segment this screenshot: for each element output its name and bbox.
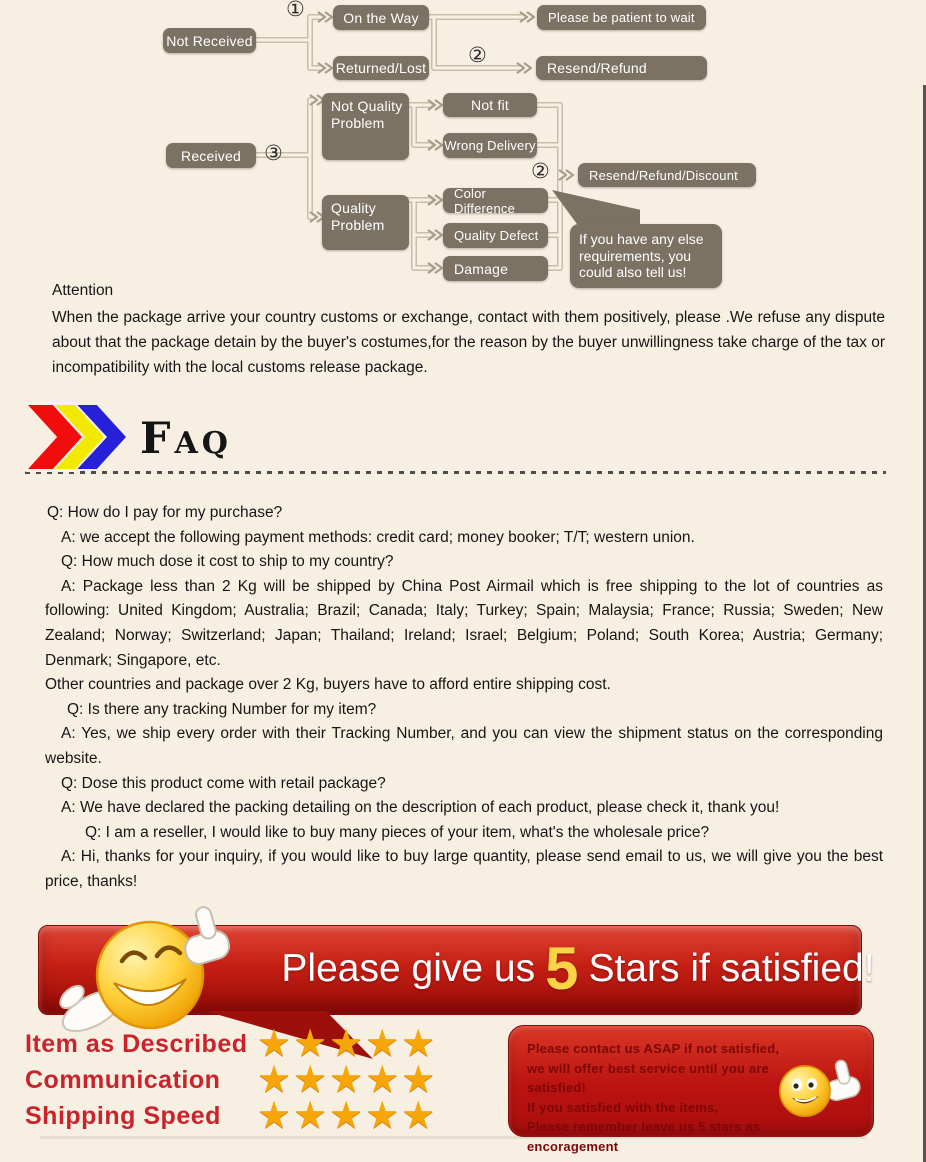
step-1-badge: ① [286, 0, 305, 21]
step-3-badge: ③ [264, 141, 283, 165]
five-star-rating-icons: ★★★★★ [257, 1095, 438, 1137]
faq-line: A: Package less than 2 Kg will be shipped by China Post Airmail which is free shipping to the lot of countries as following: United Kingdom; Australia; Brazil; Canada; Italy; Turkey; Spain; Malaysia; France; Russia; Sweden; New Zealand; Norway; Switzerland; Japan; Thailand; Ireland; Israel; Belgium; Poland; South Korea; Austria; Germany; Denmark; Singapore, etc. [45, 577, 883, 669]
rating-row-communication [25, 1059, 438, 1101]
five-star-rating-icons: ★★★★★ [257, 1023, 438, 1065]
faq-line: Other countries and package over 2 Kg, buyers have to afford entire shipping cost. [45, 676, 611, 694]
rating-label: Item as Described [25, 1029, 248, 1058]
contact-line: we will offer best service until you are satisfied! [527, 1060, 770, 1095]
rating-row-shipping-speed [25, 1095, 438, 1137]
faq-line: Q: Is there any tracking Number for my item? [67, 700, 377, 718]
five-star-rating-icons: ★★★★★ [257, 1059, 438, 1101]
faq-line: Q: How much dose it cost to ship to my country? [61, 553, 394, 571]
attention-text: When the package arrive your country customs or exchange, contact with them positively, please .We refuse any dispute about that the package detain by the buyer's costumes,for the reason by the buyer unwillingness take charge of the tax or incompatibility with the local customs release package. [52, 309, 885, 376]
faq-body [45, 501, 883, 895]
faq-heading: FAQ [140, 414, 232, 464]
faq-line: A: Yes, we ship every order with their Tracking Number, and you can view the shipment status on the corresponding website. [45, 725, 883, 767]
node-not-fit: Not fit [443, 93, 537, 117]
node-wrong-delivery: Wrong Delivery [443, 133, 537, 158]
node-please-wait: Please be patient to wait [537, 5, 706, 30]
banner-text [250, 925, 906, 1013]
banner-suffix: Stars if satisfied! [588, 947, 875, 990]
banner-number: 5 [545, 935, 579, 1002]
node-damage: Damage [443, 256, 548, 281]
contact-us-box [508, 1025, 874, 1154]
rating-label: Communication [25, 1065, 221, 1094]
faq-line: A: Hi, thanks for your inquiry, if you would like to buy large quantity, please send email to us, we will give you the best price, thanks! [45, 848, 883, 890]
rating-label: Shipping Speed [25, 1101, 221, 1130]
aftersale-flowchart [0, 0, 926, 292]
dashed-divider [25, 471, 886, 474]
speech-bubble: If you have any else requirements, you could also tell us! [570, 224, 722, 288]
node-quality-problem: Quality Problem [322, 195, 409, 250]
node-quality-defect: Quality Defect [443, 223, 548, 248]
node-returned-lost: Returned/Lost [333, 56, 429, 80]
contact-line: Please remember leave us 5 stars as encoragement [527, 1119, 761, 1154]
contact-line: If you satisfied with the items, [527, 1099, 719, 1115]
thumbs-up-smiley-icon [52, 899, 252, 1051]
faq-line: A: we accept the following payment methods: credit card; money booker; T/T; western union. [61, 528, 695, 546]
bottom-shadow [40, 1136, 866, 1139]
step-2-badge: ② [468, 43, 487, 67]
node-received: Received [166, 143, 256, 168]
node-on-the-way: On the Way [333, 5, 429, 30]
faq-line: Q: How do I pay for my purchase? [47, 504, 283, 521]
faq-line: A: We have declared the packing detailing on the description of each product, please check it, thank you! [61, 799, 780, 817]
attention-section [52, 282, 885, 380]
contact-line: Please contact us ASAP if not satisfied, [527, 1041, 780, 1056]
thumbs-up-smiley-small-icon [777, 1058, 869, 1120]
faq-line: Q: Dose this product come with retail package? [61, 774, 386, 792]
node-not-quality-problem: Not Quality Problem [322, 93, 409, 160]
attention-title: Attention [52, 282, 114, 299]
banner-prefix: Please give us [281, 947, 536, 990]
node-resend-refund-discount: Resend/Refund/Discount [578, 163, 756, 187]
step-2-badge-second: ② [531, 159, 550, 183]
node-color-difference: Color Difference [443, 188, 548, 213]
faq-line: Q: I am a reseller, I would like to buy many pieces of your item, what's the wholesale price? [85, 823, 710, 841]
node-not-received: Not Received [163, 28, 256, 53]
node-resend-refund: Resend/Refund [536, 56, 707, 80]
